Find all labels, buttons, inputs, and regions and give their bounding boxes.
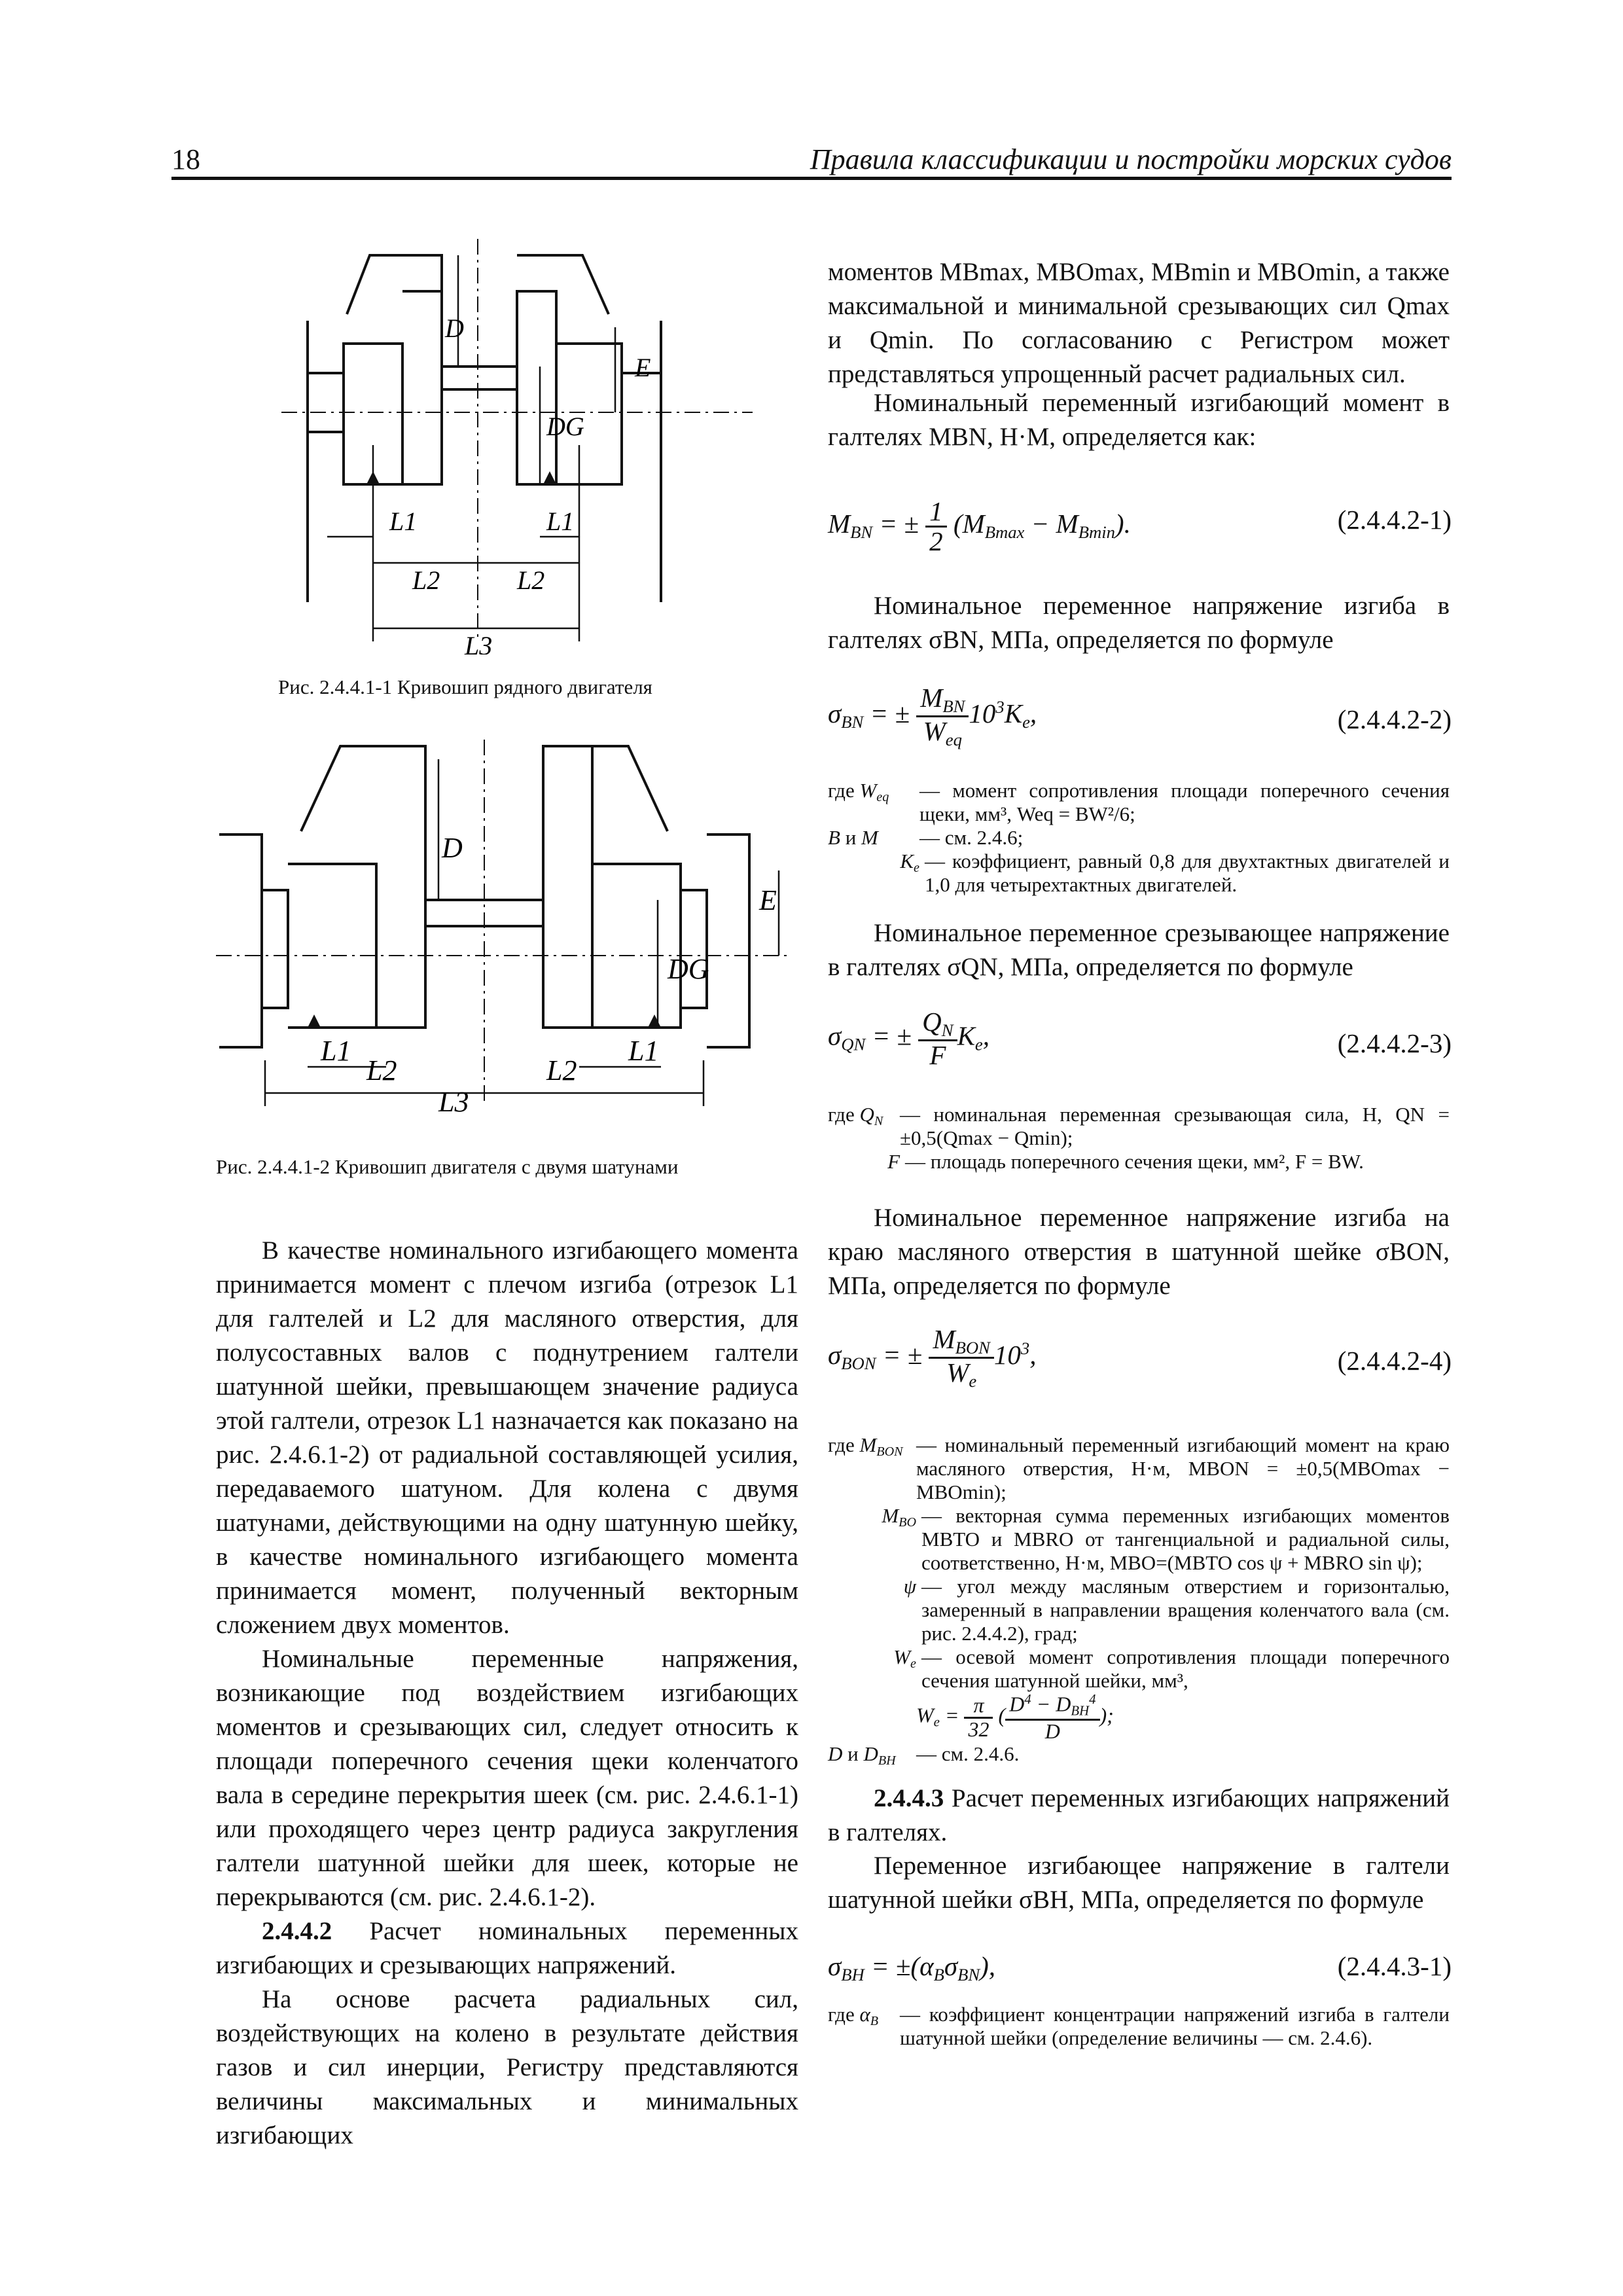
figure2-caption: Рис. 2.4.4.1-2 Кривошип двигателя с двумя шатунами [216, 1155, 679, 1178]
glossary-eq3: где $Q_N$ — номинальная переменная срезывающая сила, Н, QN = ±0,5(Qmax − Qmin); F — площадь поперечного сечения щеки, мм², F = BW. [828, 1103, 1450, 1173]
fig2-label-L1b: L1 [628, 1035, 659, 1067]
fig2-label-D: D [442, 832, 463, 864]
fig1-label-E: E [635, 353, 651, 382]
gloss-psi: — угол между масляным отверстием и горизонталью, замеренный в направлении вращения коленчатого вала (см. рис. 2.4.4.2), град; [921, 1575, 1450, 1645]
eq4-number: (2.4.4.2-4) [1337, 1346, 1452, 1376]
section-2-4-4-2 [216, 1914, 798, 1982]
fig2-label-L1a: L1 [321, 1035, 351, 1067]
fig1-label-D: D [445, 314, 464, 343]
figure-crankshaft-two-rods [216, 740, 792, 1113]
eq1-number: (2.4.4.2-1) [1337, 505, 1452, 535]
gloss-bm: — см. 2.4.6; [919, 826, 1024, 849]
gloss-d: — см. 2.4.6. [916, 1742, 1020, 1766]
equation-2-4-4-2-3: $\sigma_{QN}$ = ± $\frac{Q_N}{F}$ $K_e$, [828, 1007, 990, 1070]
gloss-alpha-b: — коэффициент концентрации напряжений изгиба в галтели шатунной шейки (определение величины — см. 2.4.6). [900, 2003, 1450, 2049]
gloss-we: — осевой момент сопротивления площади поперечного сечения шатунной шейки, мм³, [921, 1645, 1450, 1692]
gloss-weq: — момент сопротивления площади поперечного сечения щеки, мм³, Weq = BW²/6; [919, 779, 1450, 825]
paragraph-sbn-intro: Номинальное переменное напряжение изгиба в галтелях σBN, МПа, определяется по формуле [828, 592, 1450, 654]
paragraph-nominal-stresses: Номинальные переменные напряжения, возникающие под воздействием изгибающих моментов и срезывающих сил, следует относить к площади поперечного сечения щеки коленчатого вала в середине перекрытия шеек (см. рис. 2.4.6.1-1) или проходящего через центр радиуса закругления галтели шатунной шейки для шеек, которые не перекрываются (см. рис. 2.4.6.1-2). [216, 1645, 798, 1911]
glossary-eq5: где $\alpha_B$ — коэффициент концентрации напряжений изгиба в галтели шатунной шейки (определение величины — см. 2.4.6). [828, 2003, 1450, 2049]
fig1-label-L1b: L1 [546, 507, 575, 536]
section-title-2: Расчет переменных изгибающих напряжений в галтелях. [828, 1784, 1450, 1846]
glossary-eq4: где $M_{BON}$ — номинальный переменный изгибающий момент на краю масляного отверстия, Н·м, MBON = ±0,5(MBOmax − MBOmin); $M_{BO}$ — векторная сумма переменных изгибающих моментов MBTO и MBRO от тангенциальной и радиальной силы, соответственно, Н·м, MBO=(MBTO cos ψ + MBRO sin ψ); ψ — угол между масляным отверстием и горизонталью, замеренный в направлении вращения коленчатого вала (см. рис. 2.4.4.2), град; $W_e$ — осевой момент сопротивления площади поперечного сечения шатунной шейки, мм³, $W_e$ = $\frac{\pi}{32}$ ( $\frac{D^4 - D_{BH}^4}{D}$ ); D и $D_{BH}$ — см. 2.4.6. [828, 1433, 1450, 1772]
section-number-2: 2.4.4.3 [874, 1784, 944, 1812]
gloss-qn: — номинальная переменная срезывающая сила, Н, QN = ±0,5(Qmax − Qmin); [900, 1103, 1450, 1149]
fig2-label-L3: L3 [438, 1086, 469, 1113]
gloss-mbo: — векторная сумма переменных изгибающих моментов MBTO и MBRO от тангенциальной и радиальной силы, соответственно, Н·м, MBO=(MBTO cos ψ + MBRO sin ψ); [921, 1504, 1450, 1574]
fig1-label-DG: DG [546, 412, 584, 441]
figure-crankshaft-inline [281, 236, 753, 655]
section-title: Расчет номинальных переменных изгибающих и срезывающих напряжений. [216, 1917, 798, 1979]
running-title: Правила классификации и постройки морских судов [810, 143, 1452, 175]
paragraph-moments-list: моментов MBmax, MBOmax, MBmin и MBOmin, а также максимальной и минимальной срезывающих сил Qmax и Qmin. По согласованию с Регистром может представляться упрощенный расчет радиальных сил. [828, 258, 1450, 388]
glossary-eq2: где $W_{eq}$ — момент сопротивления площади поперечного сечения щеки, мм³, Weq = BW²/6; B и M — см. 2.4.6; $K_e$ — коэффициент, равный 0,8 для двухтактных двигателей и 1,0 для четырехтактных двигателей. [828, 779, 1450, 896]
fig1-label-L2a: L2 [412, 565, 440, 595]
equation-2-4-4-3-1: $\sigma_{BH} = \pm(\alpha_B\sigma_{BN})$, [828, 1951, 996, 1984]
figure1-caption: Рис. 2.4.4.1-1 Кривошип рядного двигателя [278, 675, 652, 698]
fig1-label-L1a: L1 [389, 507, 418, 536]
paragraph-sbon-intro: Номинальное переменное напряжение изгиба на краю масляного отверстия в шатунной шейке σBON, МПа, определяется по формуле [828, 1204, 1450, 1300]
section-number: 2.4.4.2 [262, 1917, 332, 1945]
paragraph-nominal-moment: В качестве номинального изгибающего момента принимается момент с плечом изгиба (отрезок L1 для галтелей и L2 для масляного отверстия, для полусоставных валов с поднутрением галтели шатунной шейки, превышающем значение радиуса этой галтели, отрезок L1 назначается как показано на рис. 2.4.6.1-2) от радиальной составляющей усилия, передаваемого шатуном. Для колена с двумя шатунами, действующими на одну шатунную шейку, в качестве номинального изгибающего момента принимается момент, полученный векторным сложением двух моментов. [216, 1236, 798, 1639]
fig1-label-L3: L3 [465, 631, 493, 655]
fig2-label-E: E [759, 884, 777, 916]
equation-2-4-4-2-4: $\sigma_{BON}$ = ± $\frac{M_{BON}}{W_e}$ $10^3$, [828, 1324, 1037, 1391]
fig1-label-L2b: L2 [517, 565, 545, 595]
eq2-number: (2.4.4.2-2) [1337, 704, 1452, 734]
gloss-ke: — коэффициент, равный 0,8 для двухтактных двигателей и 1,0 для четырехтактных двигателей. [925, 850, 1450, 896]
page-number: 18 [171, 143, 200, 175]
section-2-4-4-3 [828, 1782, 1450, 1850]
paragraph-sqn-intro: Номинальное переменное срезывающее напряжение в галтелях σQN, МПа, определяется по формуле [828, 919, 1450, 981]
paragraph-mbn-intro: Номинальный переменный изгибающий момент в галтелях MBN, Н·М, определяется как: [828, 389, 1450, 451]
equation-2-4-4-2-2: $\sigma_{BN}$ = ± $\frac{M_{BN}}{W_{eq}}$ $10^3K_e$, [828, 683, 1037, 749]
eq5-number: (2.4.4.3-1) [1337, 1951, 1452, 1981]
eq3-number: (2.4.4.2-3) [1337, 1028, 1452, 1058]
paragraph-sbh-intro: Переменное изгибающее напряжение в галтели шатунной шейки σBH, МПа, определяется по формуле [828, 1852, 1450, 1914]
equation-2-4-4-2-1: $M_{BN}$ = ± $\frac{1}{2}$ $(M_{Bmax} - M_{Bmin})$. [828, 496, 1131, 557]
paragraph-radial-forces: На основе расчета радиальных сил, воздействующих на колено в результате действия газов и сил инерции, Регистру представляются величины максимальных и минимальных изгибающих [216, 1985, 798, 2149]
fig2-label-L2b: L2 [546, 1054, 577, 1086]
fig2-label-DG: DG [668, 953, 709, 985]
gloss-f: — площадь поперечного сечения щеки, мм², F = BW. [905, 1150, 1364, 1173]
gloss-mbon: — номинальный переменный изгибающий момент на краю масляного отверстия, Н·м, MBON = ±0,5(MBOmax − MBOmin); [916, 1433, 1450, 1503]
header-rule [171, 177, 1452, 180]
left-column-text [216, 1234, 798, 2153]
fig2-label-L2a: L2 [366, 1054, 397, 1086]
formula-we: $W_e$ = $\frac{\pi}{32}$ ( $\frac{D^4 - D_{BH}^4}{D}$ ); [916, 1692, 1114, 1743]
